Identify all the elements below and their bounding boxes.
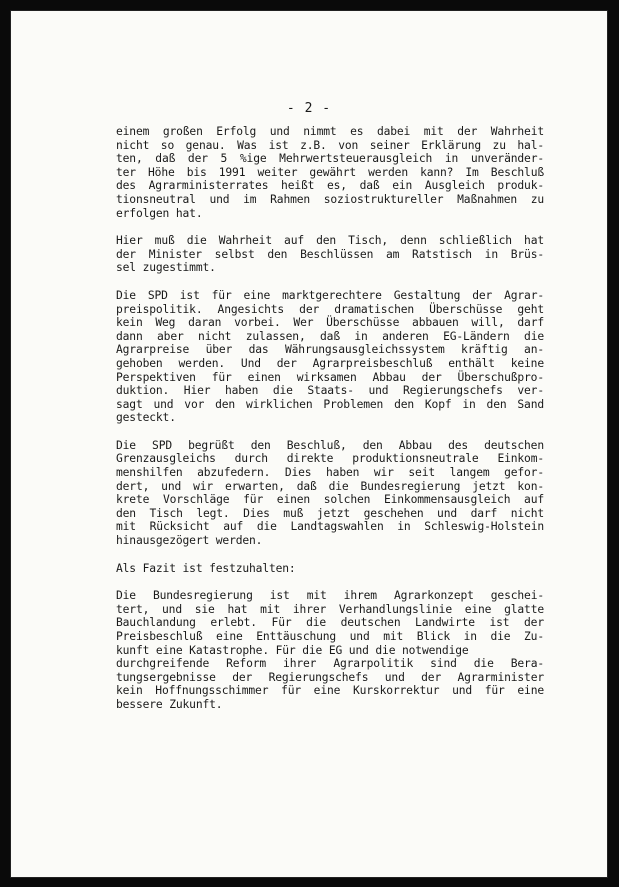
text-line: gesteckt. bbox=[116, 411, 176, 425]
text-line: bessere Zukunft. bbox=[116, 697, 223, 711]
text-line: mit Rücksicht auf die Landtagswahlen in Schleswig-Holstein bbox=[116, 520, 544, 534]
text-line: tungsergebnisse der Regierungschefs und der Agrarminister bbox=[116, 670, 544, 684]
text-line: kunft eine Katastrophe. Für die EG und die notwendige bbox=[116, 643, 469, 657]
text-line: kein Hoffnungsschimmer für eine Kurskorrektur und für eine bbox=[116, 684, 544, 698]
text-line: Bauchlandung erlebt. Für die deutschen Landwirte ist der bbox=[116, 616, 544, 630]
text-line: des Agrarministerrates heißt es, daß ein Ausgleich produk- bbox=[116, 179, 544, 193]
paragraph bbox=[116, 562, 544, 576]
text-line: Die SPD begrüßt den Beschluß, den Abbau des deutschen bbox=[116, 438, 544, 452]
text-line: Als Fazit ist festzuhalten: bbox=[116, 561, 296, 575]
text-line: den Tisch legt. Dies muß jetzt geschehen und darf nicht bbox=[116, 506, 544, 520]
text-line: Die Bundesregierung ist mit ihrem Agrarkonzept geschei- bbox=[116, 589, 544, 603]
text-line: tionsneutral und im Rahmen soziostruktureller Maßnahmen zu bbox=[116, 192, 544, 206]
text-line: Hier muß die Wahrheit auf den Tisch, denn schließlich hat bbox=[116, 234, 544, 248]
paragraph bbox=[116, 439, 544, 548]
text-line: nicht so genau. Was ist z.B. von seiner Erklärung zu hal- bbox=[116, 138, 544, 152]
paragraph bbox=[116, 125, 544, 220]
text-line: durchgreifende Reform ihrer Agrarpolitik sind die Bera- bbox=[116, 657, 544, 671]
text-line: Preisbeschluß eine Enttäuschung und mit Blick in die Zu- bbox=[116, 630, 544, 643]
text-line: preispolitik. Angesichts der dramatischen Überschüsse geht bbox=[116, 302, 544, 316]
text-line: sagt und vor den wirklichen Problemen den Kopf in den Sand bbox=[116, 397, 544, 411]
text-line: Die SPD ist für eine marktgerechtere Gestaltung der Agrar- bbox=[116, 288, 544, 302]
text-line: dann aber nicht zulassen, daß in anderen EG-Ländern die bbox=[116, 329, 544, 343]
text-line: kein Weg daran vorbei. Wer Überschüsse abbauen will, darf bbox=[116, 316, 544, 330]
text-line: Grenzausgleichs durch direkte produktionsneutrale Einkom- bbox=[116, 452, 544, 466]
text-line: ten, daß der 5 %ige Mehrwertsteuerausgleich in unveränder- bbox=[116, 152, 544, 166]
document-body bbox=[116, 125, 544, 726]
text-line: erfolgen hat. bbox=[116, 206, 203, 220]
page-number: - 2 - bbox=[286, 101, 332, 116]
text-line: einem großen Erfolg und nimmt es dabei mit der Wahrheit bbox=[116, 125, 544, 138]
text-line: krete Vorschläge für einen solchen Einkommensausgleich auf bbox=[116, 493, 544, 507]
text-line: hinausgezögert werden. bbox=[116, 534, 263, 548]
text-line: duktion. Hier haben die Staats- und Regierungschefs ver- bbox=[116, 384, 544, 398]
paragraph bbox=[116, 589, 544, 711]
text-line: Perspektiven für einen wirksamen Abbau der Überschußpro- bbox=[116, 370, 544, 384]
paragraph bbox=[116, 234, 544, 275]
document-page bbox=[10, 10, 608, 878]
text-line: menshilfen abzufedern. Dies haben wir seit langem gefor- bbox=[116, 466, 544, 480]
text-line: sel zugestimmt. bbox=[116, 261, 216, 275]
text-line: tert, und sie hat mit ihrer Verhandlungslinie eine glatte bbox=[116, 602, 544, 616]
text-line: Agrarpreise über das Währungsausgleichssystem kräftig an- bbox=[116, 343, 544, 357]
text-line: gehoben werden. Und der Agrarpreisbeschluß enthält keine bbox=[116, 356, 544, 370]
text-line: der Minister selbst den Beschlüssen am Ratstisch in Brüs- bbox=[116, 247, 544, 261]
text-line: dert, und wir erwarten, daß die Bundesregierung jetzt kon- bbox=[116, 479, 544, 493]
text-line: ter Höhe bis 1991 weiter gewährt werden kann? Im Beschluß bbox=[116, 165, 544, 179]
paragraph bbox=[116, 289, 544, 425]
